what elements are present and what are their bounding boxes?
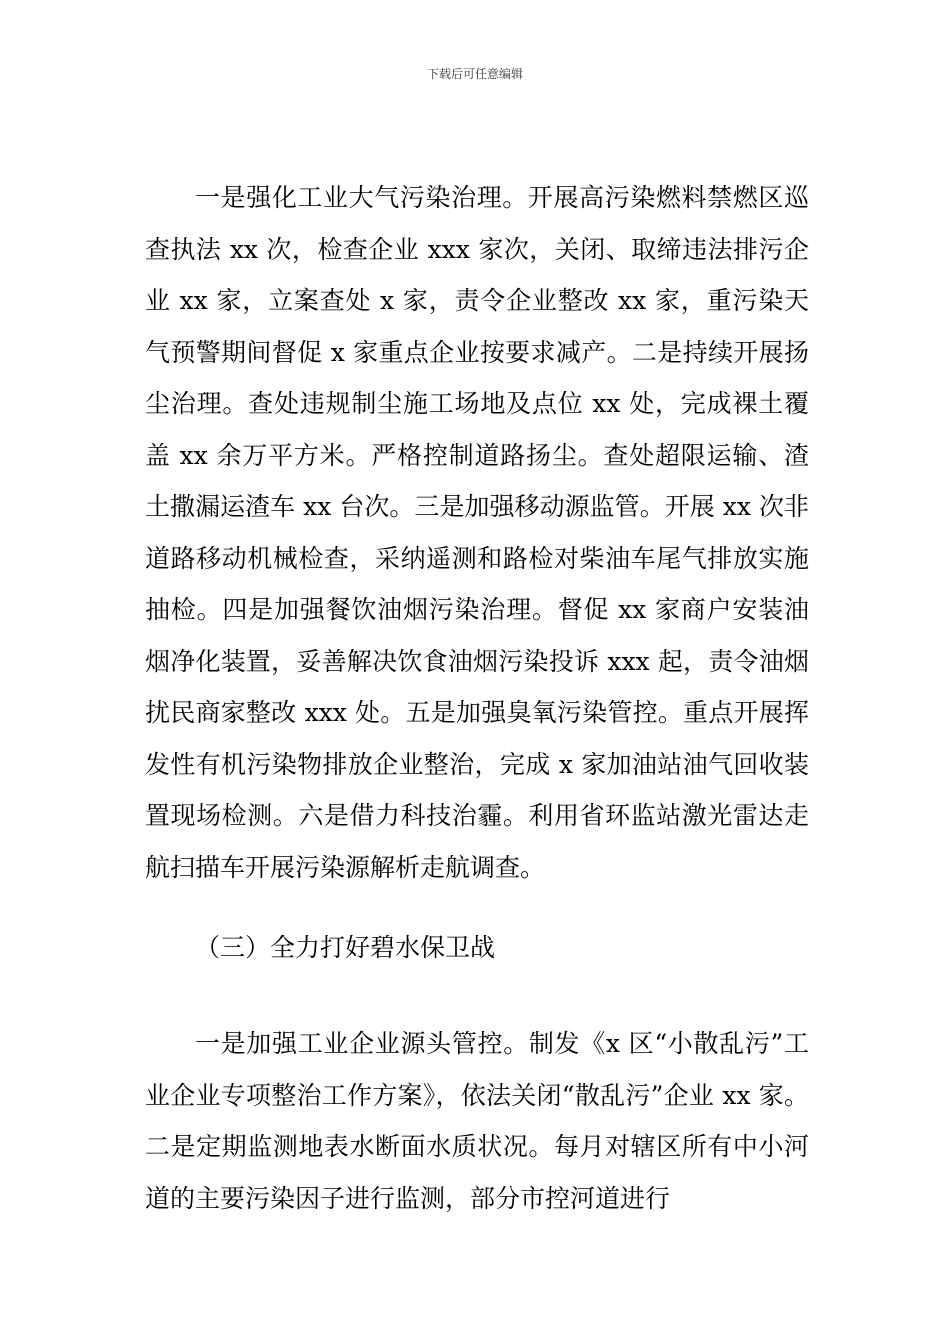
body-paragraph: 一是加强工业企业源头管控。制发《x 区“小散乱污”工业企业专项整治工作方案》，依法关闭“散乱污”企业 xx 家。二是定期监测地表水断面水质状况。每月对辖区所有中小河道的主要污染因子进行监测，部分市控河道进行 [145,1029,809,1213]
section-heading: （三）全力打好碧水保卫战 [195,933,496,962]
body-paragraph: 一是强化工业大气污染治理。开展高污染燃料禁燃区巡查执法 xx 次，检查企业 xxx 家次，关闭、取缔违法排污企业 xx 家，立案查处 x 家，责令企业整改 xx 家，重污染天气预警期间督促 x 家重点企业按要求减产。二是持续开展扬尘治理。查处违规制尘施工场地及点位 xx 处，完成裸土覆盖 xx 余万平方米。严格控制道路扬尘。查处超限运输、渣土撒漏运渣车 xx 台次。三是加强移动源监管。开展 xx 次非道路移动机械检查，采纳遥测和路检对柴油车尾气排放实施抽检。四是加强餐饮油烟污染治理。督促 xx 家商户安装油烟净化装置，妥善解决饮食油烟污染投诉 xxx 起，责令油烟扰民商家整改 xxx 处。五是加强臭氧污染管控。重点开展挥发性有机污染物排放企业整治，完成 x 家加油站油气回收装置现场检测。六是借力科技治霾。利用省环监站激光雷达走航扫描车开展污染源解析走航调查。 [145,183,809,882]
header-note: 下载后可任意编辑 [426,67,523,81]
